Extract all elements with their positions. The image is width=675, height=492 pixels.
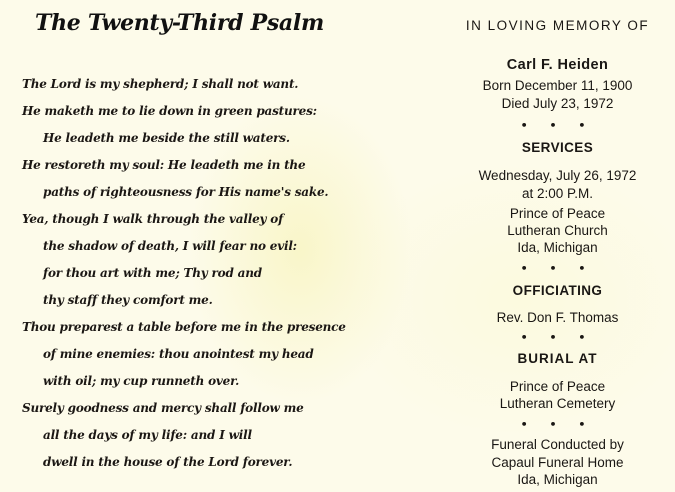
divider-dots: • • • bbox=[520, 418, 595, 431]
officiating-heading: OFFICIATING bbox=[512, 283, 603, 298]
funeral-conducted-by: Funeral Conducted by bbox=[491, 437, 624, 452]
services-heading: SERVICES bbox=[521, 140, 594, 155]
psalm-line: of mine enemies: thou anointest my head bbox=[43, 347, 314, 361]
memorial-panel bbox=[440, 0, 675, 492]
cemetery-type: Lutheran Cemetery bbox=[499, 396, 616, 411]
psalm-line: He restoreth my soul: He leadeth me in the bbox=[22, 158, 306, 172]
psalm-line: with oil; my cup runneth over. bbox=[43, 374, 240, 388]
psalm-line: Yea, though I walk through the valley of bbox=[22, 212, 284, 226]
memorial-header: IN LOVING MEMORY OF bbox=[465, 18, 650, 33]
psalm-line: Thou preparest a table before me in the presence bbox=[22, 320, 346, 334]
psalm-line: for thou art with me; Thy rod and bbox=[43, 266, 262, 280]
church-name: Prince of Peace bbox=[509, 206, 606, 221]
psalm-line: He leadeth me beside the still waters. bbox=[43, 131, 290, 145]
deceased-name: Carl F. Heiden bbox=[506, 57, 609, 73]
service-date: Wednesday, July 26, 1972 bbox=[478, 168, 637, 183]
officiant-name: Rev. Don F. Thomas bbox=[496, 310, 619, 325]
psalm-line: paths of righteousness for His name's sake. bbox=[43, 185, 329, 199]
funeral-home-location: Ida, Michigan bbox=[517, 472, 598, 487]
psalm-line: the shadow of death, I will fear no evil: bbox=[43, 239, 297, 253]
psalm-line: dwell in the house of the Lord forever. bbox=[43, 455, 293, 469]
psalm-line: Surely goodness and mercy shall follow me bbox=[22, 401, 304, 415]
service-time: at 2:00 P.M. bbox=[521, 186, 594, 201]
cemetery-name: Prince of Peace bbox=[509, 379, 606, 394]
birth-date: Born December 11, 1900 bbox=[482, 78, 633, 93]
church-denomination: Lutheran Church bbox=[507, 223, 608, 238]
funeral-home-name: Capaul Funeral Home bbox=[491, 455, 624, 470]
psalm-line: all the days of my life: and I will bbox=[43, 428, 252, 442]
divider-dots: • • • bbox=[520, 331, 595, 344]
divider-dots: • • • bbox=[520, 262, 595, 275]
divider-dots: • • • bbox=[520, 119, 595, 132]
psalm-line: thy staff they comfort me. bbox=[43, 293, 213, 307]
death-date: Died July 23, 1972 bbox=[501, 96, 614, 111]
burial-heading: BURIAL AT bbox=[517, 351, 598, 366]
psalm-line: The Lord is my shepherd; I shall not want. bbox=[22, 77, 299, 91]
church-location: Ida, Michigan bbox=[517, 240, 598, 255]
psalm-line: He maketh me to lie down in green pastures: bbox=[22, 104, 317, 118]
psalm-title: The Twenty-Third Psalm bbox=[35, 10, 324, 36]
